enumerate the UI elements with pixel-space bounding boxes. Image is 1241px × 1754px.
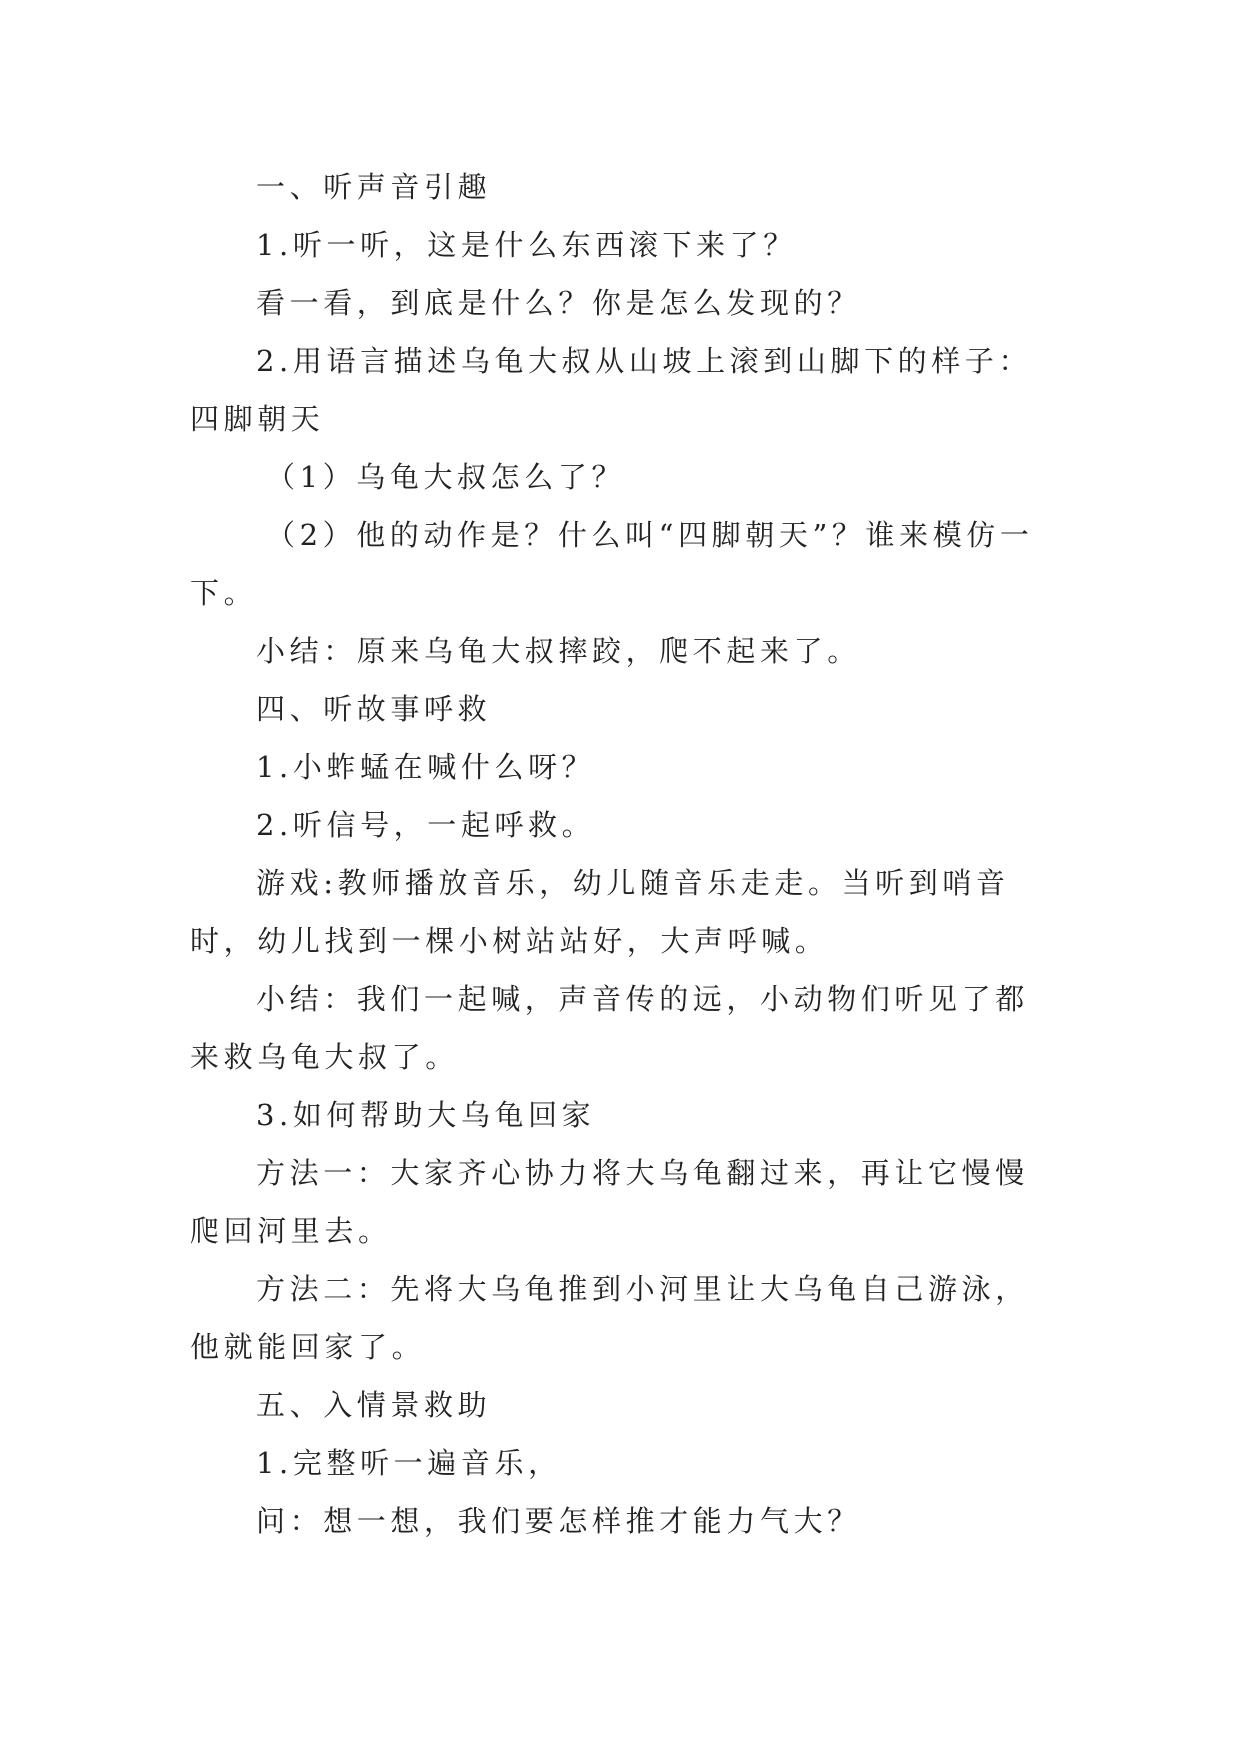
- method-2: 方法二：先将大乌龟推到小河里让大乌龟自己游泳，他就能回家了。: [190, 1272, 1029, 1364]
- question-1-followup: 看一看，到底是什么？你是怎么发现的？: [256, 286, 861, 320]
- summary-2: 小结：我们一起喊，声音传的远，小动物们听见了都来救乌龟大叔了。: [190, 982, 1029, 1074]
- section-heading-1: 一、听声音引趣: [256, 170, 492, 204]
- question-1: 1.听一听，这是什么东西滚下来了？: [256, 228, 797, 262]
- sub-question-1: （1）乌龟大叔怎么了？: [266, 460, 626, 494]
- step-5-1: 1.完整听一遍音乐，: [256, 1446, 562, 1480]
- sub-question-2: （2）他的动作是？什么叫“四脚朝天”？谁来模仿一下。: [190, 518, 1034, 610]
- step-4-1: 1.小蚱蜢在喊什么呀？: [256, 750, 596, 784]
- section-heading-5: 五、入情景救助: [256, 1388, 492, 1422]
- step-5-question: 问：想一想，我们要怎样推才能力气大？: [256, 1504, 861, 1538]
- method-1: 方法一：大家齐心协力将大乌龟翻过来，再让它慢慢爬回河里去。: [190, 1156, 1029, 1248]
- step-4-2: 2.听信号，一起呼救。: [256, 808, 596, 842]
- game-description: 游戏:教师播放音乐，幼儿随音乐走走。当听到哨音时，幼儿找到一棵小树站站好，大声呼喊。: [190, 866, 1010, 958]
- summary-1: 小结：原来乌龟大叔摔跤，爬不起来了。: [256, 634, 861, 668]
- step-4-3: 3.如何帮助大乌龟回家: [256, 1098, 596, 1132]
- step-2-description: 2.用语言描述乌龟大叔从山坡上滚到山脚下的样子：四脚朝天: [190, 344, 1033, 436]
- section-heading-4: 四、听故事呼救: [256, 692, 492, 726]
- document-body: [190, 158, 1060, 1550]
